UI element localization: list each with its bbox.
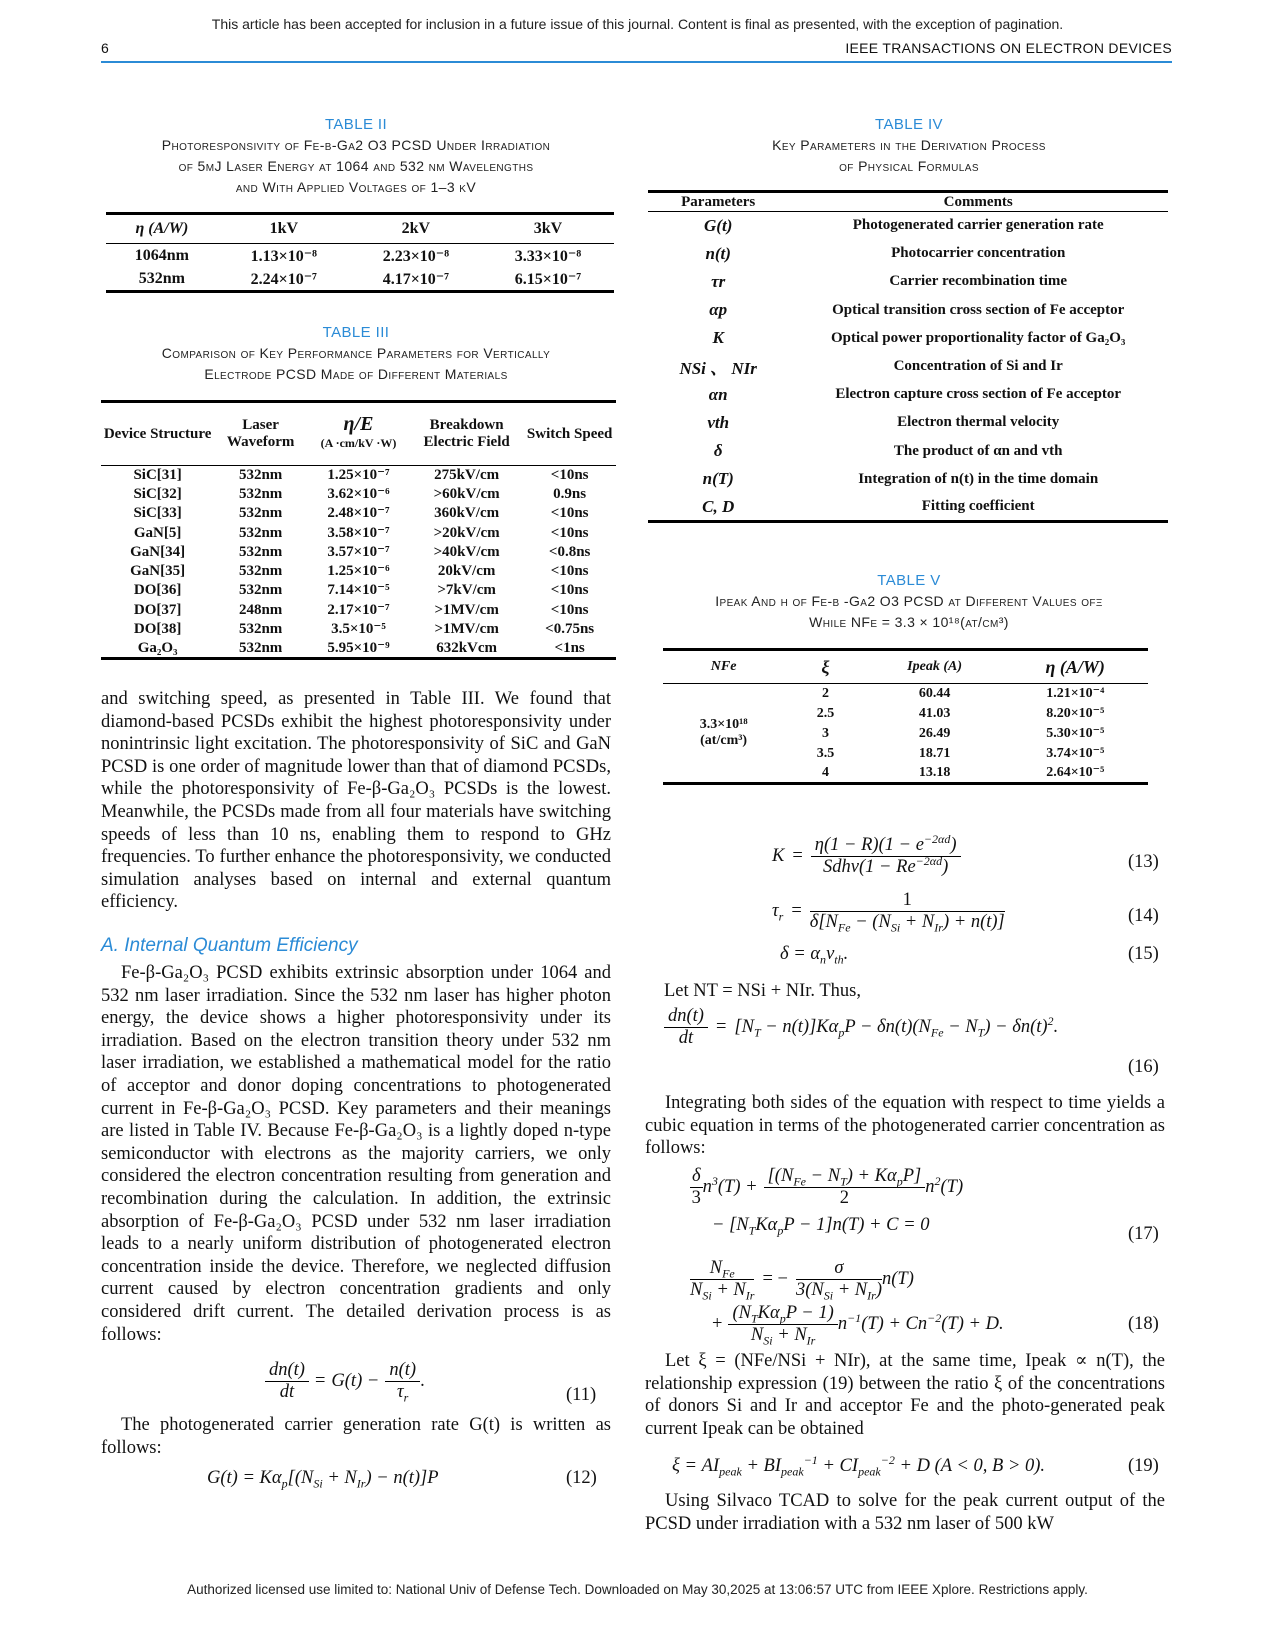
equation-12: $G(t) = K\alpha_p[(N_{Si} + N_{Ir}) - n(t)]P$ (207, 1468, 439, 1491)
table4-number: TABLE IV (875, 116, 943, 133)
table3-cell: 532nm (238, 543, 283, 560)
table3-cell: 532nm (238, 466, 283, 483)
table3-cell: 360kV/cm (434, 505, 500, 522)
table4-param: αn (708, 384, 728, 404)
table3-cell: >1MV/cm (434, 621, 499, 638)
table3-cell: >7kV/cm (437, 582, 496, 599)
eq-number-13: (13) (1128, 852, 1159, 872)
table4-param: NSi 、 NIr (679, 359, 757, 379)
table3-cell: 5.95×10⁻⁹ (327, 639, 390, 656)
table3-cell: SiC[32] (133, 485, 182, 502)
table3-header-text: Laser Waveform (226, 417, 295, 450)
table4-param: G(t) (704, 215, 733, 235)
table2-cell: 1064nm (134, 246, 189, 264)
table2-header: 3kV (533, 220, 563, 237)
table2-caption (101, 114, 611, 198)
table2-cell: 3.33×10⁻⁸ (514, 247, 582, 265)
right-paragraph-integrating (645, 1092, 1165, 1160)
section-heading: A. Internal Quantum Efficiency (101, 935, 358, 956)
table5-cell: 2.64×10⁻⁵ (1046, 765, 1105, 781)
paragraph-2 (101, 962, 611, 1346)
table3 (101, 400, 616, 660)
table5-cell: 8.20×10⁻⁵ (1046, 706, 1105, 721)
table3-cell: 3.5×10⁻⁵ (331, 621, 386, 638)
paragraph-integrating-text: Integrating both sides of the equation with respect to time yields a cubic equation in terms of the photogenerated carrier concentration as follows: (645, 1093, 1165, 1159)
table-row (648, 240, 1168, 268)
table3-cell: <10ns (550, 505, 589, 522)
table3-cell: 532nm (238, 485, 283, 502)
table3-cell: 3.58×10⁻⁷ (327, 524, 390, 541)
table3-cell: <10ns (550, 582, 589, 599)
paragraph-let-xi (645, 1350, 1165, 1440)
table4-comment: Integration of n(t) in the time domain (858, 470, 1099, 487)
table3-cell: >20kV/cm (433, 524, 500, 541)
table3-header-text: η/E (343, 413, 374, 435)
table4-body (648, 212, 1168, 522)
table4-param: vth (707, 412, 730, 432)
license-footer: Authorized licensed use limited to: National Univ of Defense Tech. Downloaded on May 30,2025 at 13:06:57 UTC from IEEE Xplore. Restrictions apply. (187, 1582, 1088, 1597)
table3-cell: DO[36] (133, 582, 182, 599)
equation-15: $\delta = \alpha_nv_{th}$. (780, 944, 849, 967)
table5-number: TABLE V (877, 572, 941, 589)
equation-13: K = $\eta(1 - R)(1 - e^{-2\alpha d})$ Sdhv(1 − $Re^{-2\alpha d}$) (772, 835, 961, 878)
table3-eta-unit: (A ·cm/kV ·W) (320, 436, 397, 450)
table3-header-text: Breakdown Electric Field (423, 417, 510, 450)
table3-cell: DO[38] (133, 621, 182, 638)
eq-number-16: (16) (1128, 1057, 1159, 1077)
table3-cell: 532nm (238, 563, 283, 580)
let-nt-text: Let NT = NSi + NIr. Thus, (664, 981, 861, 1001)
table4-param: K (712, 328, 724, 348)
table4 (648, 190, 1168, 523)
table4-comment: The product of αn and vth (893, 442, 1063, 459)
table-row (101, 581, 616, 600)
table5-caption (650, 570, 1168, 633)
table3-cell: 0.9ns (553, 485, 587, 502)
table5-caption-line: While NFe = 3.3 × 10¹⁸(at/cm³) (809, 614, 1009, 630)
equation-19: $\xi = AI_{peak} + BI_{peak}^{-1} + CI_{peak}^{-2} + D$ (A < 0, B > 0). (672, 1452, 1046, 1479)
table5-cell: 3.5 (816, 745, 835, 761)
eq-number-11: (11) (566, 1385, 597, 1405)
table3-cell: <10ns (550, 601, 589, 618)
table-row (101, 466, 616, 485)
right-paragraph-let-xi (645, 1350, 1165, 1440)
table5-header: Ipeak (A) (907, 659, 962, 674)
table3-caption-line: Comparison of Key Performance Parameters for Vertically (161, 345, 551, 361)
table5-header: NFe (710, 659, 737, 674)
table3-cell: 1.25×10⁻⁶ (327, 563, 390, 580)
table3-cell: 532nm (238, 639, 283, 656)
table3-cell: GaN[5] (133, 524, 182, 541)
left-column-2 (101, 962, 611, 1346)
table3-cell: 248nm (238, 601, 283, 618)
table4-comment: Optical transition cross section of Fe acceptor (832, 301, 1125, 318)
table3-cell: SiC[33] (133, 505, 182, 522)
paragraph-let-xi-text: Let ξ = (NFe/NSi + NIr), at the same time, Ipeak ∝ n(T), the relationship expression (19) between the ratio ξ of the concentrations of donors Si and Ir and acceptor Fe and the photo-generated peak current Ipeak can be obtained (645, 1351, 1165, 1439)
equation-18: $N_{Fe}$ $N_{Si} + N_{Ir}$ = − σ $3(N_{Si} + N_{Ir})$ n(T) + $(N_TK\alpha_pP - 1)$ $N_{Si} + N_{Ir}$ $n^{-1}(T) + Cn^{-2}(T) + D$. (690, 1258, 1004, 1348)
table4-param: n(T) (702, 469, 734, 489)
table4-param: τr (711, 271, 726, 291)
table3-cell: 632kVcm (436, 639, 498, 656)
table2-caption-line: and With Applied Voltages of 1–3 kV (235, 179, 477, 195)
table-row (101, 562, 616, 581)
table5-cell: 4 (821, 764, 829, 780)
table4-comment: Photogenerated carrier generation rate (852, 217, 1104, 234)
page-number: 6 (101, 40, 109, 56)
table2-cell: 6.15×10⁻⁷ (514, 270, 582, 288)
left-column-3 (101, 1414, 611, 1459)
table4-header: Comments (943, 193, 1013, 210)
table3-caption (101, 322, 611, 385)
table4-comment: Photocarrier concentration (891, 245, 1066, 262)
table3-cell: GaN[34] (130, 543, 186, 560)
table-row (101, 620, 616, 639)
table2-cell: 2.23×10⁻⁸ (382, 247, 450, 265)
table3-body (101, 466, 616, 659)
table-row (648, 352, 1168, 380)
paragraph-3-text: The photogenerated carrier generation rate G(t) is written as follows: (101, 1415, 611, 1458)
table3-cell: <10ns (550, 466, 589, 483)
eq-number-17: (17) (1128, 1224, 1159, 1244)
table2-number: TABLE II (324, 116, 388, 133)
table4-comment: Concentration of Si and Ir (893, 358, 1063, 375)
table3-cell: <10ns (550, 524, 589, 541)
paragraph-1-text: and switching speed, as presented in Table III. We found that diamond-based PCSDs exhibit the highest photoresponsivity under nonintrinsic light excitation. The photoresponsivity of SiC and GaN PCSD is one order of magnitude lower than that of diamond PCSDs, while the photoresponsivity of Fe-β-Ga₂O₃ PCSDs is the lowest. Meanwhile, the PCSDs made from all four materials have switching speeds of less than 10 ns, enabling them to respond to GHz frequencies. To further enhance the photoresponsivity, we conducted simulation analyses based on internal and external quantum efficiency. (101, 689, 611, 913)
table5-cell: 60.44 (918, 685, 951, 701)
table3-cell: 2.17×10⁻⁷ (327, 601, 390, 618)
table5-cell: 1.21×10⁻⁴ (1046, 686, 1105, 702)
table3-cell: 1.25×10⁻⁷ (327, 466, 390, 483)
table-row (101, 523, 616, 542)
table-row (101, 601, 616, 620)
table3-number: TABLE III (322, 324, 390, 341)
eq-number-14: (14) (1128, 906, 1159, 926)
table4-caption-line: Key Parameters in the Derivation Process (772, 137, 1046, 153)
journal-name: IEEE TRANSACTIONS ON ELECTRON DEVICES (845, 40, 1172, 56)
table4-caption (650, 114, 1168, 177)
table5-nfe-unit: (at/cm³) (700, 733, 748, 748)
table5-nfe-value: 3.3×10¹⁸ (699, 717, 748, 732)
acceptance-notice: This article has been accepted for inclusion in a future issue of this journal. Content is final as presented, with the exception of pagination. (211, 16, 1064, 32)
table-row (648, 324, 1168, 352)
table3-header (410, 402, 523, 466)
right-paragraph-silvaco (645, 1490, 1165, 1535)
table3-cell: <1ns (554, 639, 585, 656)
table2-cell: 532nm (138, 269, 185, 287)
table3-cell: <0.75ns (545, 621, 595, 638)
table4-param: δ (713, 441, 723, 461)
table5-cell: 13.18 (918, 764, 951, 780)
paragraph-1 (101, 688, 611, 914)
table2-caption-line: of 5mJ Laser Energy at 1064 and 532 nm Wavelengths (178, 158, 534, 174)
table5-cell: 26.49 (918, 725, 951, 741)
table5 (663, 648, 1148, 785)
table5-cell: 18.71 (918, 745, 951, 761)
table-row (101, 639, 616, 658)
table-row (648, 437, 1168, 465)
table4-param: αp (709, 300, 728, 320)
table3-cell: 2.48×10⁻⁷ (327, 505, 390, 522)
table4-header: Parameters (681, 193, 756, 210)
table-row (648, 296, 1168, 324)
table5-body (663, 684, 1148, 784)
table4-param: n(t) (705, 243, 731, 263)
table3-cell: DO[37] (133, 601, 182, 618)
table2-header: 1kV (269, 220, 299, 237)
table3-header (101, 402, 214, 466)
table5-caption-line: Ipeak And η of Fe-β -Ga2 O3 PCSD at Different Values ofξ (715, 593, 1103, 609)
table-row (648, 212, 1168, 240)
table-row (663, 684, 1148, 704)
table3-cell: 532nm (238, 524, 283, 541)
table3-cell: >40kV/cm (433, 543, 500, 560)
table5-cell: 3.74×10⁻⁵ (1046, 746, 1105, 761)
table2-header: η (A/W) (135, 220, 189, 237)
table3-cell: GaN[35] (130, 563, 186, 580)
table5-cell: 2.5 (816, 705, 835, 721)
paragraph-2-text: Fe-β-Ga₂O₃ PCSD exhibits extrinsic absorption under 1064 and 532 nm laser irradiation. Since the 532 nm laser has higher photon energy, the device shows a higher photoresponsivity under its irradiation. Based on the electron transition theory under 532 nm laser irradiation, we established a mathematical model for the ratio of acceptor and donor doping concentrations to photogenerated current in Fe-β-Ga₂O₃ PCSD. Key parameters and their meanings are listed in Table IV. Because Fe-β-Ga₂O₃ is a lightly doped n-type semiconductor with electrons as the majority carriers, we only considered the electron concentration resulting from generation and recombination during the calculation. In addition, the extrinsic absorption of Fe-β-Ga₂O₃ PCSD under 532 nm laser irradiation leads to a nearly uniform distribution of photogenerated electron concentration inside the device. Therefore, we neglected diffusion current caused by electron concentration gradients and only considered drift current. The detailed derivation process is as follows: (101, 963, 611, 1345)
table4-caption-line: of Physical Formulas (839, 158, 979, 174)
table5-header: ξ (821, 656, 830, 677)
table-row (648, 409, 1168, 437)
table3-cell: >60kV/cm (433, 485, 500, 502)
table4-comment: Electron capture cross section of Fe acceptor (835, 386, 1122, 403)
table5-cell: 3 (821, 725, 829, 741)
eq-number-19: (19) (1128, 1456, 1159, 1476)
table-row (101, 485, 616, 504)
table-row (648, 493, 1168, 521)
table3-cell: SiC[31] (133, 466, 182, 483)
table3-cell: >1MV/cm (434, 601, 499, 618)
table-row (648, 465, 1168, 493)
table4-comment: Fitting coefficient (921, 498, 1035, 515)
table3-cell: <0.8ns (548, 543, 591, 560)
table3-cell: 3.57×10⁻⁷ (327, 543, 390, 560)
table3-cell: 7.14×10⁻⁵ (327, 582, 390, 599)
table5-nfe-cell (663, 684, 784, 784)
table2 (106, 212, 614, 293)
table3-cell: 3.62×10⁻⁶ (327, 485, 390, 502)
paragraph-silvaco-text: Using Silvaco TCAD to solve for the peak current output of the PCSD under irradiation with a 532 nm laser of 500 kW (645, 1491, 1165, 1534)
table3-cell: Ga₂O₃ (137, 639, 178, 656)
equation-11: $\frac{dn(t)}{dt}$ = G(t) − $\frac{n(t)}{\tau_r}$ . (265, 1360, 465, 1403)
eq-number-15: (15) (1128, 944, 1159, 964)
table3-cell: 532nm (238, 505, 283, 522)
table5-cell: 5.30×10⁻⁵ (1046, 726, 1105, 741)
table5-header: η (A/W) (1045, 656, 1105, 677)
table3-cell: 532nm (238, 621, 283, 638)
table3-header (523, 402, 616, 466)
table3-caption-line: Electrode PCSD Made of Different Materials (204, 366, 508, 382)
table2-caption-line: Photoresponsivity of Fe-β-Ga2 O3 PCSD Under Irradiation (161, 137, 551, 153)
table-row (101, 543, 616, 562)
table-row (648, 381, 1168, 409)
paragraph-integrating (645, 1092, 1165, 1160)
table5-cell: 41.03 (918, 705, 951, 721)
table4-param: C, D (702, 496, 735, 516)
table5-cell: 2 (821, 685, 829, 701)
table2-cell: 4.17×10⁻⁷ (382, 270, 450, 288)
table3-cell: 275kV/cm (434, 466, 500, 483)
eq-number-18: (18) (1128, 1314, 1159, 1334)
table3-cell: <10ns (550, 563, 589, 580)
table3-header-text: Device Structure (103, 425, 212, 442)
table3-cell: 532nm (238, 582, 283, 599)
table3-header-text: Switch Speed (526, 425, 613, 442)
table3-header (214, 402, 307, 466)
table3-header (307, 402, 410, 466)
paragraph-silvaco (645, 1490, 1165, 1535)
equation-16: $\frac{dn(t)}{dt}$ = $[N_T - n(t)]K\alpha_pP - \delta n(t)(N_{Fe} - N_T) - \delta n(t)^2$. (664, 1006, 1058, 1049)
table-row (648, 268, 1168, 296)
table4-comment: Optical power proportionality factor of Ga₂O₃ (831, 329, 1126, 346)
table2-cell: 2.24×10⁻⁷ (250, 270, 317, 288)
table4-comment: Carrier recombination time (889, 273, 1068, 290)
table4-comment: Electron thermal velocity (897, 414, 1060, 431)
table2-cell: 1.13×10⁻⁸ (250, 247, 317, 265)
left-column (101, 688, 611, 914)
header-rule (101, 61, 1172, 63)
table2-header: 2kV (401, 220, 431, 237)
equation-14: $\tau_r$ = 1 $\delta[N_{Fe} - (N_{Si} + N_{Ir}) + n(t)]$ (772, 890, 1005, 935)
equation-17: δ 3 $n^3(T)$ + $[(N_{Fe} - N_T) + K\alpha_pP]$ 2 $n^2(T)$ − $[N_TK\alpha_pP - 1]n(T) + C = 0$ (691, 1166, 964, 1238)
eq-number-12: (12) (566, 1468, 597, 1488)
table-row (101, 504, 616, 523)
paragraph-3 (101, 1414, 611, 1459)
table3-cell: 20kV/cm (437, 563, 496, 580)
